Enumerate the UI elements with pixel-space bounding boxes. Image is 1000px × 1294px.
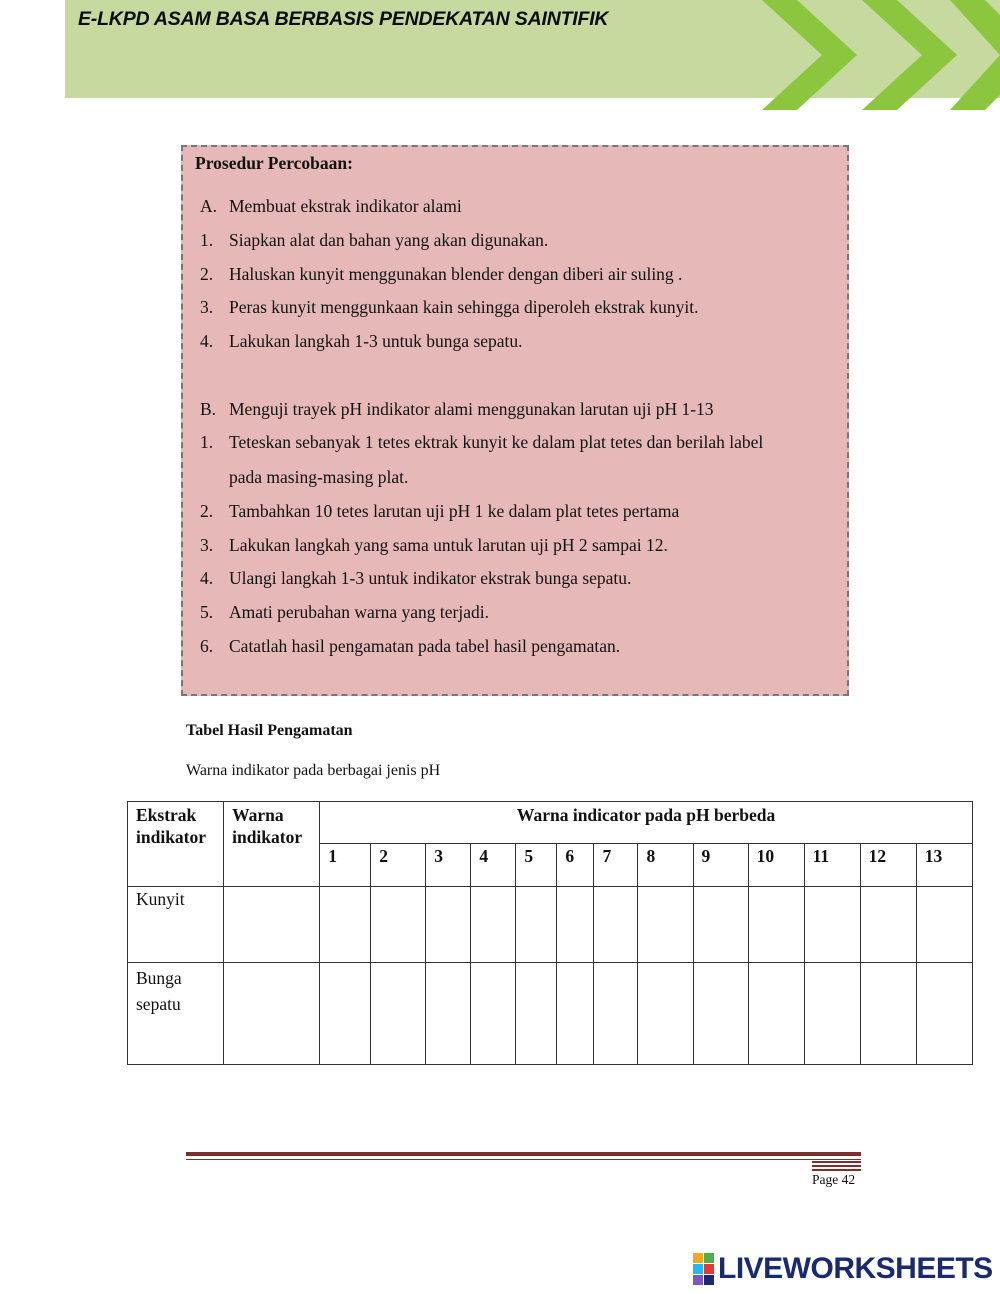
ph-input-cell[interactable]: [594, 887, 638, 963]
chevron-arrows-icon: [762, 0, 1000, 110]
table-row: [128, 963, 973, 1065]
ph-input-cell[interactable]: [693, 887, 748, 963]
ph-input-cell[interactable]: [471, 963, 516, 1065]
ph-input-cell[interactable]: [860, 887, 916, 963]
footer-rule-thin: [186, 1159, 861, 1160]
step-a1: 1. Siapkan alat dan bahan yang akan digunakan.: [200, 230, 549, 250]
ph-input-cell[interactable]: [471, 887, 516, 963]
ph-header: 2: [371, 844, 426, 887]
ph-header: 10: [748, 844, 804, 887]
ph-header: 7: [594, 844, 638, 887]
section-a: A. Membuat ekstrak indikator alami: [200, 196, 462, 216]
ph-input-cell[interactable]: [371, 963, 426, 1065]
step-b3: 3. Lakukan langkah yang sama untuk larutan uji pH 2 sampai 12.: [200, 535, 668, 555]
ph-input-cell[interactable]: [371, 887, 426, 963]
ph-input-cell[interactable]: [748, 963, 804, 1065]
procedure-title: Prosedur Percobaan:: [195, 153, 353, 173]
ph-header: 5: [516, 844, 557, 887]
step-b5: 5. Amati perubahan warna yang terjadi.: [200, 602, 489, 622]
table-title: Tabel Hasil Pengamatan: [186, 722, 353, 739]
ph-input-cell[interactable]: [916, 887, 972, 963]
header-warna-indikator: Warna indikator: [224, 802, 320, 887]
footer-mini-rule: [812, 1165, 861, 1167]
ph-input-cell[interactable]: [557, 887, 594, 963]
ph-header: 6: [557, 844, 594, 887]
ph-input-cell[interactable]: [426, 963, 471, 1065]
ph-input-cell[interactable]: [693, 963, 748, 1065]
liveworksheets-logo: [693, 1253, 993, 1285]
step-b2: 2. Tambahkan 10 tetes larutan uji pH 1 ke dalam plat tetes pertama: [200, 501, 680, 521]
ph-input-cell[interactable]: [320, 963, 371, 1065]
ph-input-cell[interactable]: [748, 887, 804, 963]
step-b1: 1. Teteskan sebanyak 1 tetes ektrak kunyit ke dalam plat tetes dan berilah label: [200, 432, 764, 452]
ph-input-cell[interactable]: [516, 963, 557, 1065]
table-row: [128, 887, 973, 963]
ph-header: 11: [804, 844, 860, 887]
ph-input-cell[interactable]: [860, 963, 916, 1065]
ph-input-cell[interactable]: [557, 963, 594, 1065]
color-input-cell[interactable]: [224, 963, 320, 1065]
step-a3: 3. Peras kunyit menggunkaan kain sehingga diperoleh ekstrak kunyit.: [200, 297, 699, 317]
observation-table: [127, 801, 973, 1065]
ph-header: 12: [860, 844, 916, 887]
footer-rule: [186, 1152, 861, 1156]
header-ekstrak-indikator: Ekstrak indikator: [128, 802, 224, 887]
liveworksheets-text: LIVEWORKSHEETS: [718, 1252, 993, 1285]
ph-header: 3: [426, 844, 471, 887]
ph-input-cell[interactable]: [594, 963, 638, 1065]
page-number: Page 42: [812, 1172, 856, 1187]
step-b4: 4. Ulangi langkah 1-3 untuk indikator ekstrak bunga sepatu.: [200, 568, 632, 588]
liveworksheets-icon: [693, 1253, 714, 1285]
section-b: B. Menguji trayek pH indikator alami menggunakan larutan uji pH 1-13: [200, 399, 714, 419]
table-subtitle: Warna indikator pada berbagai jenis pH: [186, 762, 441, 779]
ph-input-cell[interactable]: [804, 963, 860, 1065]
ph-input-cell[interactable]: [916, 963, 972, 1065]
ph-header: 4: [471, 844, 516, 887]
ph-input-cell[interactable]: [426, 887, 471, 963]
ph-input-cell[interactable]: [804, 887, 860, 963]
row-label-kunyit: Kunyit: [128, 887, 224, 963]
ph-input-cell[interactable]: [638, 887, 693, 963]
ph-input-cell[interactable]: [320, 887, 371, 963]
step-a2: 2. Haluskan kunyit menggunakan blender dengan diberi air suling .: [200, 264, 683, 284]
header-title: E-LKPD ASAM BASA BERBASIS PENDEKATAN SAINTIFIK: [78, 8, 609, 30]
ph-header: 8: [638, 844, 693, 887]
header-ph-group: Warna indicator pada pH berbeda: [320, 802, 973, 844]
color-input-cell[interactable]: [224, 887, 320, 963]
row-label-bunga-sepatu: Bunga sepatu: [128, 963, 224, 1065]
footer-mini-rule: [812, 1161, 861, 1163]
ph-header: 9: [693, 844, 748, 887]
ph-input-cell[interactable]: [516, 887, 557, 963]
footer-mini-rule: [812, 1169, 861, 1171]
ph-input-cell[interactable]: [638, 963, 693, 1065]
ph-header: 1: [320, 844, 371, 887]
step-b6: 6. Catatlah hasil pengamatan pada tabel hasil pengamatan.: [200, 636, 621, 656]
ph-header: 13: [916, 844, 972, 887]
step-a4: 4. Lakukan langkah 1-3 untuk bunga sepatu.: [200, 331, 523, 351]
step-b1-continued: pada masing-masing plat.: [229, 467, 409, 487]
